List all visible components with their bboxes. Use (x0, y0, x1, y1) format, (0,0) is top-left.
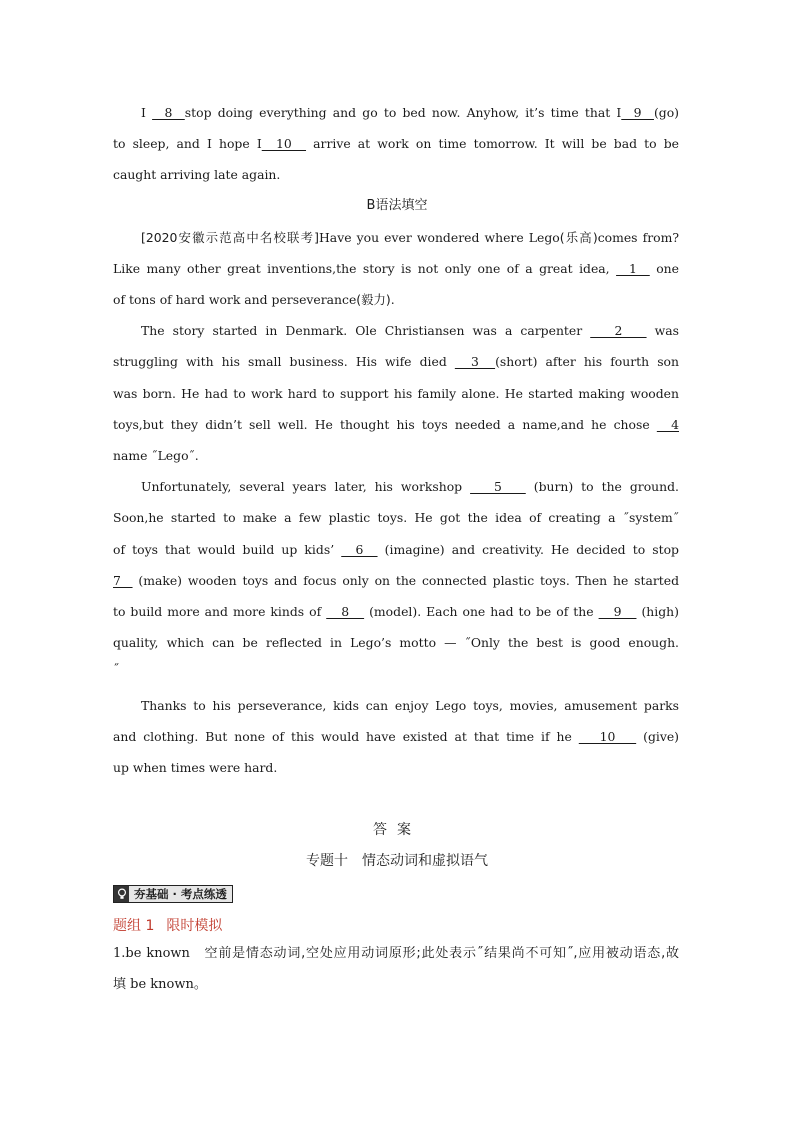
text-line: ˝ (113, 661, 120, 676)
section-badge (113, 885, 233, 903)
blank-2[interactable]: 2 (590, 323, 647, 338)
lightbulb-icon (114, 886, 129, 902)
answers-title: 答案 (373, 822, 421, 838)
blank-7[interactable]: 7 (113, 573, 133, 588)
text-line: and clothing. But none of this would have existed at that time if he 10 (give) (113, 729, 680, 744)
text-line: name ˝Lego˝. (113, 448, 199, 463)
text-line: I 8 stop doing everything and go to bed now. Anyhow, it’s time that I 9 (go) (141, 105, 680, 120)
blank-8b[interactable]: 8 (326, 604, 365, 619)
text-line: quality, which can be reflected in Lego’s motto — ˝Only the best is good enough. (113, 635, 679, 650)
blank-8[interactable]: 8 (152, 105, 185, 120)
blank-4[interactable]: 4 (656, 417, 679, 432)
badge-label: 夯基础 · 考点练透 (129, 886, 232, 902)
topic-title: 专题十 情态动词和虚拟语气 (306, 853, 488, 869)
answer-item-1: 1.be known 空前是情态动词,空处应用动词原形;此处表示˝结果尚不可知˝,应用被动语态,故 (113, 946, 679, 961)
text-line: to sleep, and I hope I 10 arrive at work on time tomorrow. It will be bad to be (113, 136, 679, 151)
source-tag: [2020安徽示范高中名校联考] (141, 230, 319, 245)
blank-10b[interactable]: 10 (578, 729, 637, 744)
blank-3[interactable]: 3 (454, 354, 496, 369)
text-line: 填 be known。 (113, 977, 207, 992)
text-line: to build more and more kinds of 8 (model). Each one had to be of the 9 (high) (113, 604, 679, 619)
text-line: struggling with his small business. His wife died 3 (short) after his fourth son (113, 354, 680, 369)
text-line: 7 (make) wooden toys and focus only on the connected plastic toys. Then he started (113, 573, 679, 588)
section-title: B语法填空 (366, 198, 428, 213)
text-line: caught arriving late again. (113, 167, 281, 182)
blank-1[interactable]: 1 (616, 261, 650, 276)
blank-9[interactable]: 9 (621, 105, 654, 120)
blank-10[interactable]: 10 (261, 136, 307, 151)
text-line: of toys that would build up kids’ 6 (imagine) and creativity. He decided to stop (113, 542, 679, 557)
blank-6[interactable]: 6 (341, 542, 378, 557)
text-line: toys,but they didn’t sell well. He thought his toys needed a name,and he chose 4 (113, 417, 679, 432)
text-line: Thanks to his perseverance, kids can enjoy Lego toys, movies, amusement parks (141, 698, 679, 713)
blank-5[interactable]: 5 (470, 479, 526, 494)
text-line: The story started in Denmark. Ole Christiansen was a carpenter 2 was (141, 323, 679, 338)
blank-9b[interactable]: 9 (598, 604, 637, 619)
text-line: Unfortunately, several years later, his workshop 5 (burn) to the ground. (141, 479, 679, 494)
text-line: Soon,he started to make a few plastic toys. He got the idea of creating a ˝system˝ (113, 510, 679, 525)
text-line: up when times were hard. (113, 760, 278, 775)
group-heading: 题组 1 限时模拟 (113, 918, 223, 934)
text-line: Like many other great inventions,the story is not only one of a great idea, 1 one (113, 261, 679, 276)
text-line: was born. He had to work hard to support his family alone. He started making wooden (113, 386, 679, 401)
text-line: of tons of hard work and perseverance(毅力). (113, 292, 395, 307)
text-line: [2020安徽示范高中名校联考]Have you ever wondered where Lego(乐高)comes from? (141, 230, 680, 245)
